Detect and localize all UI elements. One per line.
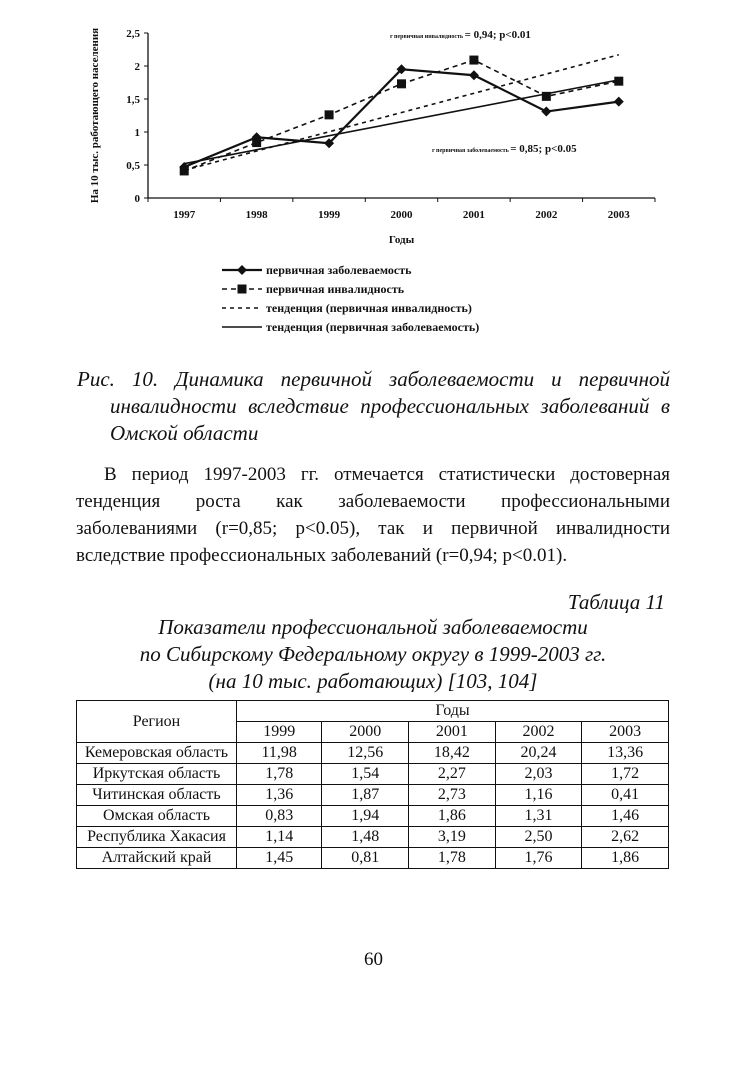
value-cell: 1,48 — [322, 827, 409, 848]
value-cell: 13,36 — [582, 743, 669, 764]
region-cell: Читинская область — [77, 785, 237, 806]
y-tick-label: 2,5 — [126, 28, 140, 40]
annotation-incidence-r: r первичная заболеваемость = 0,85; p<0.05 — [432, 143, 577, 155]
table-row — [77, 785, 669, 806]
value-cell: 1,46 — [582, 806, 669, 827]
value-cell: 18,42 — [409, 743, 496, 764]
value-cell: 1,45 — [237, 848, 322, 869]
year-header: 2002 — [495, 722, 582, 743]
table-row — [77, 848, 669, 869]
value-cell: 0,83 — [237, 806, 322, 827]
value-cell: 2,50 — [495, 827, 582, 848]
value-cell: 1,31 — [495, 806, 582, 827]
value-cell: 12,56 — [322, 743, 409, 764]
table-row — [77, 827, 669, 848]
x-tick-label: 1997 — [173, 209, 196, 221]
value-cell: 0,81 — [322, 848, 409, 869]
table-title-line-3: (на 10 тыс. работающих) [103, 104] — [208, 669, 538, 693]
value-cell: 1,14 — [237, 827, 322, 848]
page-number: 60 — [364, 949, 383, 970]
x-tick-label: 1998 — [245, 209, 268, 221]
point-invalidity — [542, 92, 551, 101]
table-header-row — [77, 701, 669, 722]
year-header: 2000 — [322, 722, 409, 743]
point-incidence — [469, 70, 479, 80]
value-cell: 3,19 — [409, 827, 496, 848]
table-row — [77, 764, 669, 785]
x-axis-label: Годы — [388, 234, 415, 246]
value-cell: 0,41 — [582, 785, 669, 806]
value-cell: 2,62 — [582, 827, 669, 848]
point-invalidity — [252, 138, 261, 147]
region-cell: Омская область — [77, 806, 237, 827]
value-cell: 1,94 — [322, 806, 409, 827]
y-tick-label: 2 — [134, 61, 140, 73]
value-cell: 1,78 — [409, 848, 496, 869]
x-tick-label: 2002 — [535, 209, 558, 221]
table-title-line-1: Показатели профессиональной заболеваемости — [158, 615, 588, 639]
legend-label: тенденция (первичная заболеваемость) — [266, 320, 480, 334]
legend-label: первичная инвалидность — [266, 282, 405, 296]
point-invalidity — [469, 56, 478, 65]
annotation-invalidity-r: r первичная инвалидность = 0,94; p<0.01 — [390, 29, 531, 41]
region-cell: Кемеровская область — [77, 743, 237, 764]
table-title-line-2: по Сибирскому Федеральному округу в 1999-2003 гг. — [139, 642, 607, 666]
legend-label: первичная заболеваемость — [266, 263, 412, 277]
value-cell: 1,36 — [237, 785, 322, 806]
y-tick-label: 1,5 — [126, 94, 140, 106]
year-header: 2001 — [409, 722, 496, 743]
region-cell: Иркутская область — [77, 764, 237, 785]
y-tick-label: 0,5 — [126, 160, 140, 172]
figure-caption-prefix: Рис. 10. — [77, 367, 159, 391]
chart — [0, 0, 747, 350]
value-cell: 1,78 — [237, 764, 322, 785]
table-row — [77, 806, 669, 827]
year-header: 2003 — [582, 722, 669, 743]
body-paragraph: В период 1997-2003 гг. отмечается статистически достоверная тенденция роста как заболеваемости профессиональными заболеваниями (r=0,85; p<0.05), так и первичной инвалидности вследствие профессиональных заболеваний (r=0,94; p<0.01). — [76, 464, 670, 566]
value-cell: 11,98 — [237, 743, 322, 764]
value-cell: 20,24 — [495, 743, 582, 764]
point-invalidity — [180, 166, 189, 175]
y-axis-label: На 10 тыс. работающего населения — [89, 27, 101, 204]
value-cell: 2,73 — [409, 785, 496, 806]
x-tick-label: 2003 — [607, 209, 630, 221]
y-tick-label: 1 — [134, 127, 140, 139]
figure-caption — [77, 366, 670, 447]
value-cell: 1,76 — [495, 848, 582, 869]
value-cell: 1,86 — [582, 848, 669, 869]
legend-marker-invalidity — [238, 285, 247, 294]
table-title — [76, 614, 670, 695]
point-invalidity — [325, 110, 334, 119]
point-invalidity — [397, 79, 406, 88]
y-tick-label: 0 — [134, 193, 140, 205]
value-cell: 1,54 — [322, 764, 409, 785]
table-label: Таблица 11 — [567, 590, 665, 614]
year-header: 1999 — [237, 722, 322, 743]
legend-label: тенденция (первичная инвалидность) — [266, 301, 472, 315]
value-cell: 2,27 — [409, 764, 496, 785]
figure-caption-text: Динамика первичной заболеваемости и первичной инвалидности вследствие профессиональных заболеваний в Омской области — [110, 367, 670, 445]
x-tick-label: 1999 — [318, 209, 341, 221]
value-cell: 1,87 — [322, 785, 409, 806]
value-cell: 1,16 — [495, 785, 582, 806]
data-table — [76, 700, 669, 869]
years-header: Годы — [237, 701, 669, 722]
x-tick-label: 2001 — [462, 209, 485, 221]
value-cell: 2,03 — [495, 764, 582, 785]
point-incidence — [541, 107, 551, 117]
value-cell: 1,72 — [582, 764, 669, 785]
legend-marker-incidence — [237, 265, 247, 275]
table-row — [77, 743, 669, 764]
x-tick-label: 2000 — [390, 209, 413, 221]
region-cell: Республика Хакасия — [77, 827, 237, 848]
region-cell: Алтайский край — [77, 848, 237, 869]
region-header: Регион — [77, 701, 237, 743]
point-incidence — [614, 97, 624, 107]
value-cell: 1,86 — [409, 806, 496, 827]
point-invalidity — [614, 77, 623, 86]
